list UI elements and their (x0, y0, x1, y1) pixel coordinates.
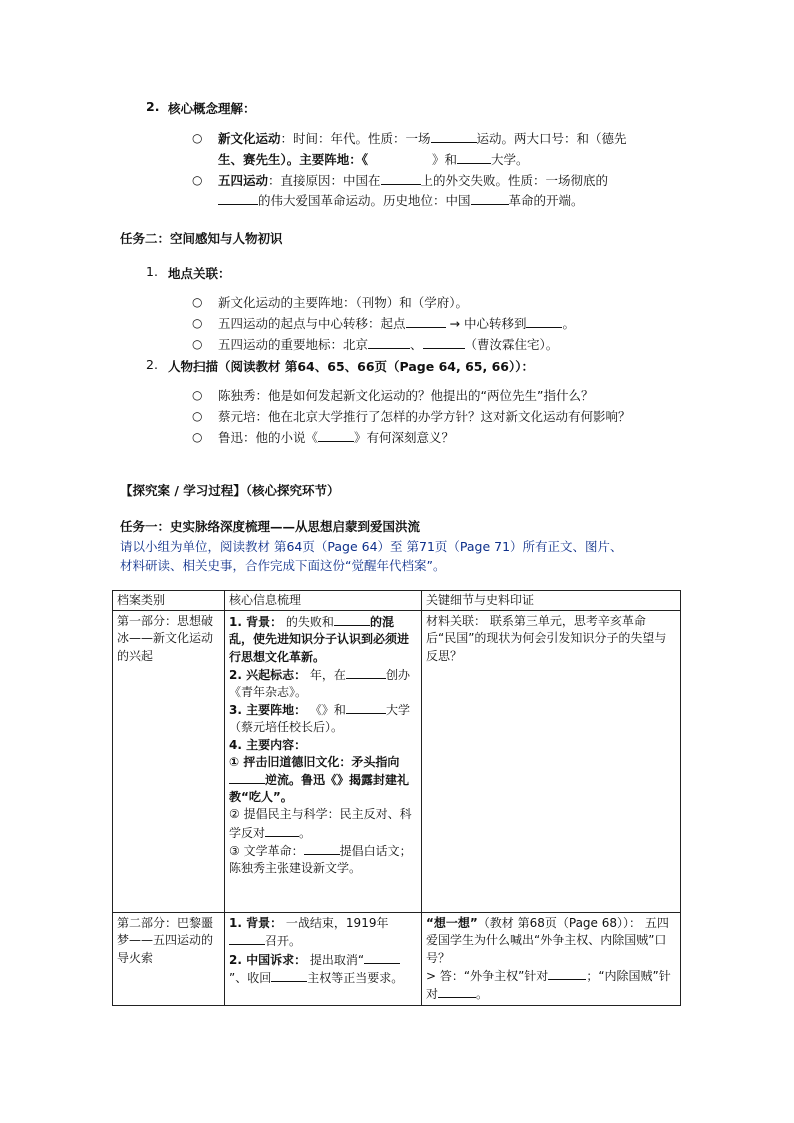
bullet-circle-icon: ○ (192, 409, 203, 423)
bullet-circle-icon: ○ (192, 388, 203, 402)
bullet-circle-icon: ○ (192, 316, 203, 330)
blank-line[interactable] (346, 701, 386, 714)
blank-line[interactable] (471, 192, 509, 205)
task2-title: 任务二：空间感知与人物初识 (120, 231, 283, 246)
concept-may-fourth-line2: 的伟大爱国革命运动。历史地位：中国 革命的开端。 (218, 191, 584, 209)
table-row (113, 611, 681, 913)
blank-line[interactable] (334, 613, 370, 626)
blank-line[interactable] (229, 932, 265, 945)
task2-item2-number: 2. (146, 357, 158, 372)
detail-cell: 材料关联： 联系第三单元，思考辛亥革命后“民国”的现状为何会引发知识分子的失望与反思？ (422, 611, 681, 913)
bullet-circle-icon: ○ (192, 337, 203, 351)
table-header-row (113, 591, 681, 611)
table-header-cell: 档案类别 (113, 591, 225, 611)
task1-intro-line1: 请以小组为单位，阅读教材 第64页（Page 64）至 第71页（Page 71）所有正文、图片、 (120, 539, 623, 554)
concept-new-culture-line1: 新文化运动：时间：年代。性质：一场 运动。两大口号：和（德先 (218, 131, 627, 146)
blank-line[interactable] (381, 172, 421, 185)
task2-item1-number: 1. (146, 264, 158, 279)
task1-intro-line2: 材料研读、相关史事，合作完成下面这份“觉醒年代档案”。 (120, 558, 446, 573)
arrow-right-icon: → (449, 316, 460, 331)
concept-new-culture-line2: 生、赛先生）。主要阵地：《 》和 大学。 (218, 152, 529, 167)
category-cell: 第二部分：巴黎噩梦——五四运动的导火索 (113, 913, 225, 1006)
concept-may-fourth-line1: 五四运动：直接原因：中国在 上的外交失败。性质：一场彻底的 (218, 173, 609, 188)
blank-line[interactable] (526, 315, 562, 328)
blank-line[interactable] (265, 824, 299, 837)
location-line1: 新文化运动的主要阵地：（刊物）和（学府）。 (218, 295, 469, 310)
blank-line[interactable] (229, 771, 265, 784)
person-lu-xun: 鲁迅：他的小说《 》有何深刻意义？ (218, 430, 455, 445)
blank-line[interactable] (368, 336, 410, 349)
bullet-circle-icon: ○ (192, 173, 203, 187)
explore-header: 【探究案 / 学习过程】（核心探究环节） (120, 483, 340, 498)
blank-line[interactable] (364, 951, 400, 964)
person-cai-yuanpei: 蔡元培：他在北京大学推行了怎样的办学方针？这对新文化运动有何影响？ (218, 409, 631, 424)
blank-line[interactable] (304, 842, 340, 855)
blank-line[interactable] (346, 666, 386, 679)
blank-line[interactable] (271, 969, 307, 982)
bullet-circle-icon: ○ (192, 295, 203, 309)
blank-line[interactable] (218, 192, 258, 205)
detail-cell: “想一想”（教材 第68页（Page 68））： 五四爱国学生为什么喊出“外争主权、内除国贼”口号？ > 答：“外争主权”针对 ；“内除国贼”针对 。 (422, 913, 681, 1006)
task2-item1-heading: 地点关联： (168, 266, 231, 281)
table-header-cell: 关键细节与史料印证 (422, 591, 681, 611)
task2-item2-heading: 人物扫描（阅读教材 第64、65、66页（Page 64, 65, 66））： (168, 359, 534, 374)
blank-line[interactable] (548, 967, 586, 980)
blank-line[interactable] (423, 336, 465, 349)
info-cell: 1. 背景： 的失败和 的混乱，使先进知识分子认识到必须进行思想文化革新。 2. 兴起标志： 年，在 创办《青年杂志》。 3. 主要阵地： 《》和 大学（蔡元培任校长后）。 4. 主要内容： ① 抨击旧道德旧文化：矛头指向逆流。鲁迅《》揭露封建礼教“吃人”。 ② 提倡民主与科学：民主反对、科学反对 。 ③ 文学革命： 提倡白话文；陈独秀主张建设新文学。 (225, 611, 422, 913)
section2-heading: 核心概念理解： (168, 101, 256, 116)
archive-table (112, 590, 681, 1006)
category-cell: 第一部分：思想破冰——新文化运动的兴起 (113, 611, 225, 913)
table-row (113, 913, 681, 1006)
task1-title: 任务一：史实脉络深度梳理——从思想启蒙到爱国洪流 (120, 519, 421, 534)
info-cell: 1. 背景： 一战结束，1919年召开。 2. 中国诉求： 提出取消“”、收回 主权等正当要求。 (225, 913, 422, 1006)
blank-line[interactable] (438, 985, 476, 998)
blank-line[interactable] (457, 151, 491, 164)
location-line2: 五四运动的起点与中心转移：起点 → 中心转移到 。 (218, 316, 575, 331)
bullet-circle-icon: ○ (192, 430, 203, 444)
blank-line[interactable] (406, 315, 446, 328)
table-header-cell: 核心信息梳理 (225, 591, 422, 611)
section2-number: 2. (146, 99, 160, 114)
bullet-circle-icon: ○ (192, 131, 203, 145)
blank-line[interactable] (431, 130, 477, 143)
person-chen-duxiu: 陈独秀：他是如何发起新文化运动的？他提出的“两位先生”指什么？ (218, 388, 594, 403)
blank-line[interactable] (318, 429, 354, 442)
location-line3: 五四运动的重要地标：北京 、 （曹汝霖住宅）。 (218, 337, 559, 352)
